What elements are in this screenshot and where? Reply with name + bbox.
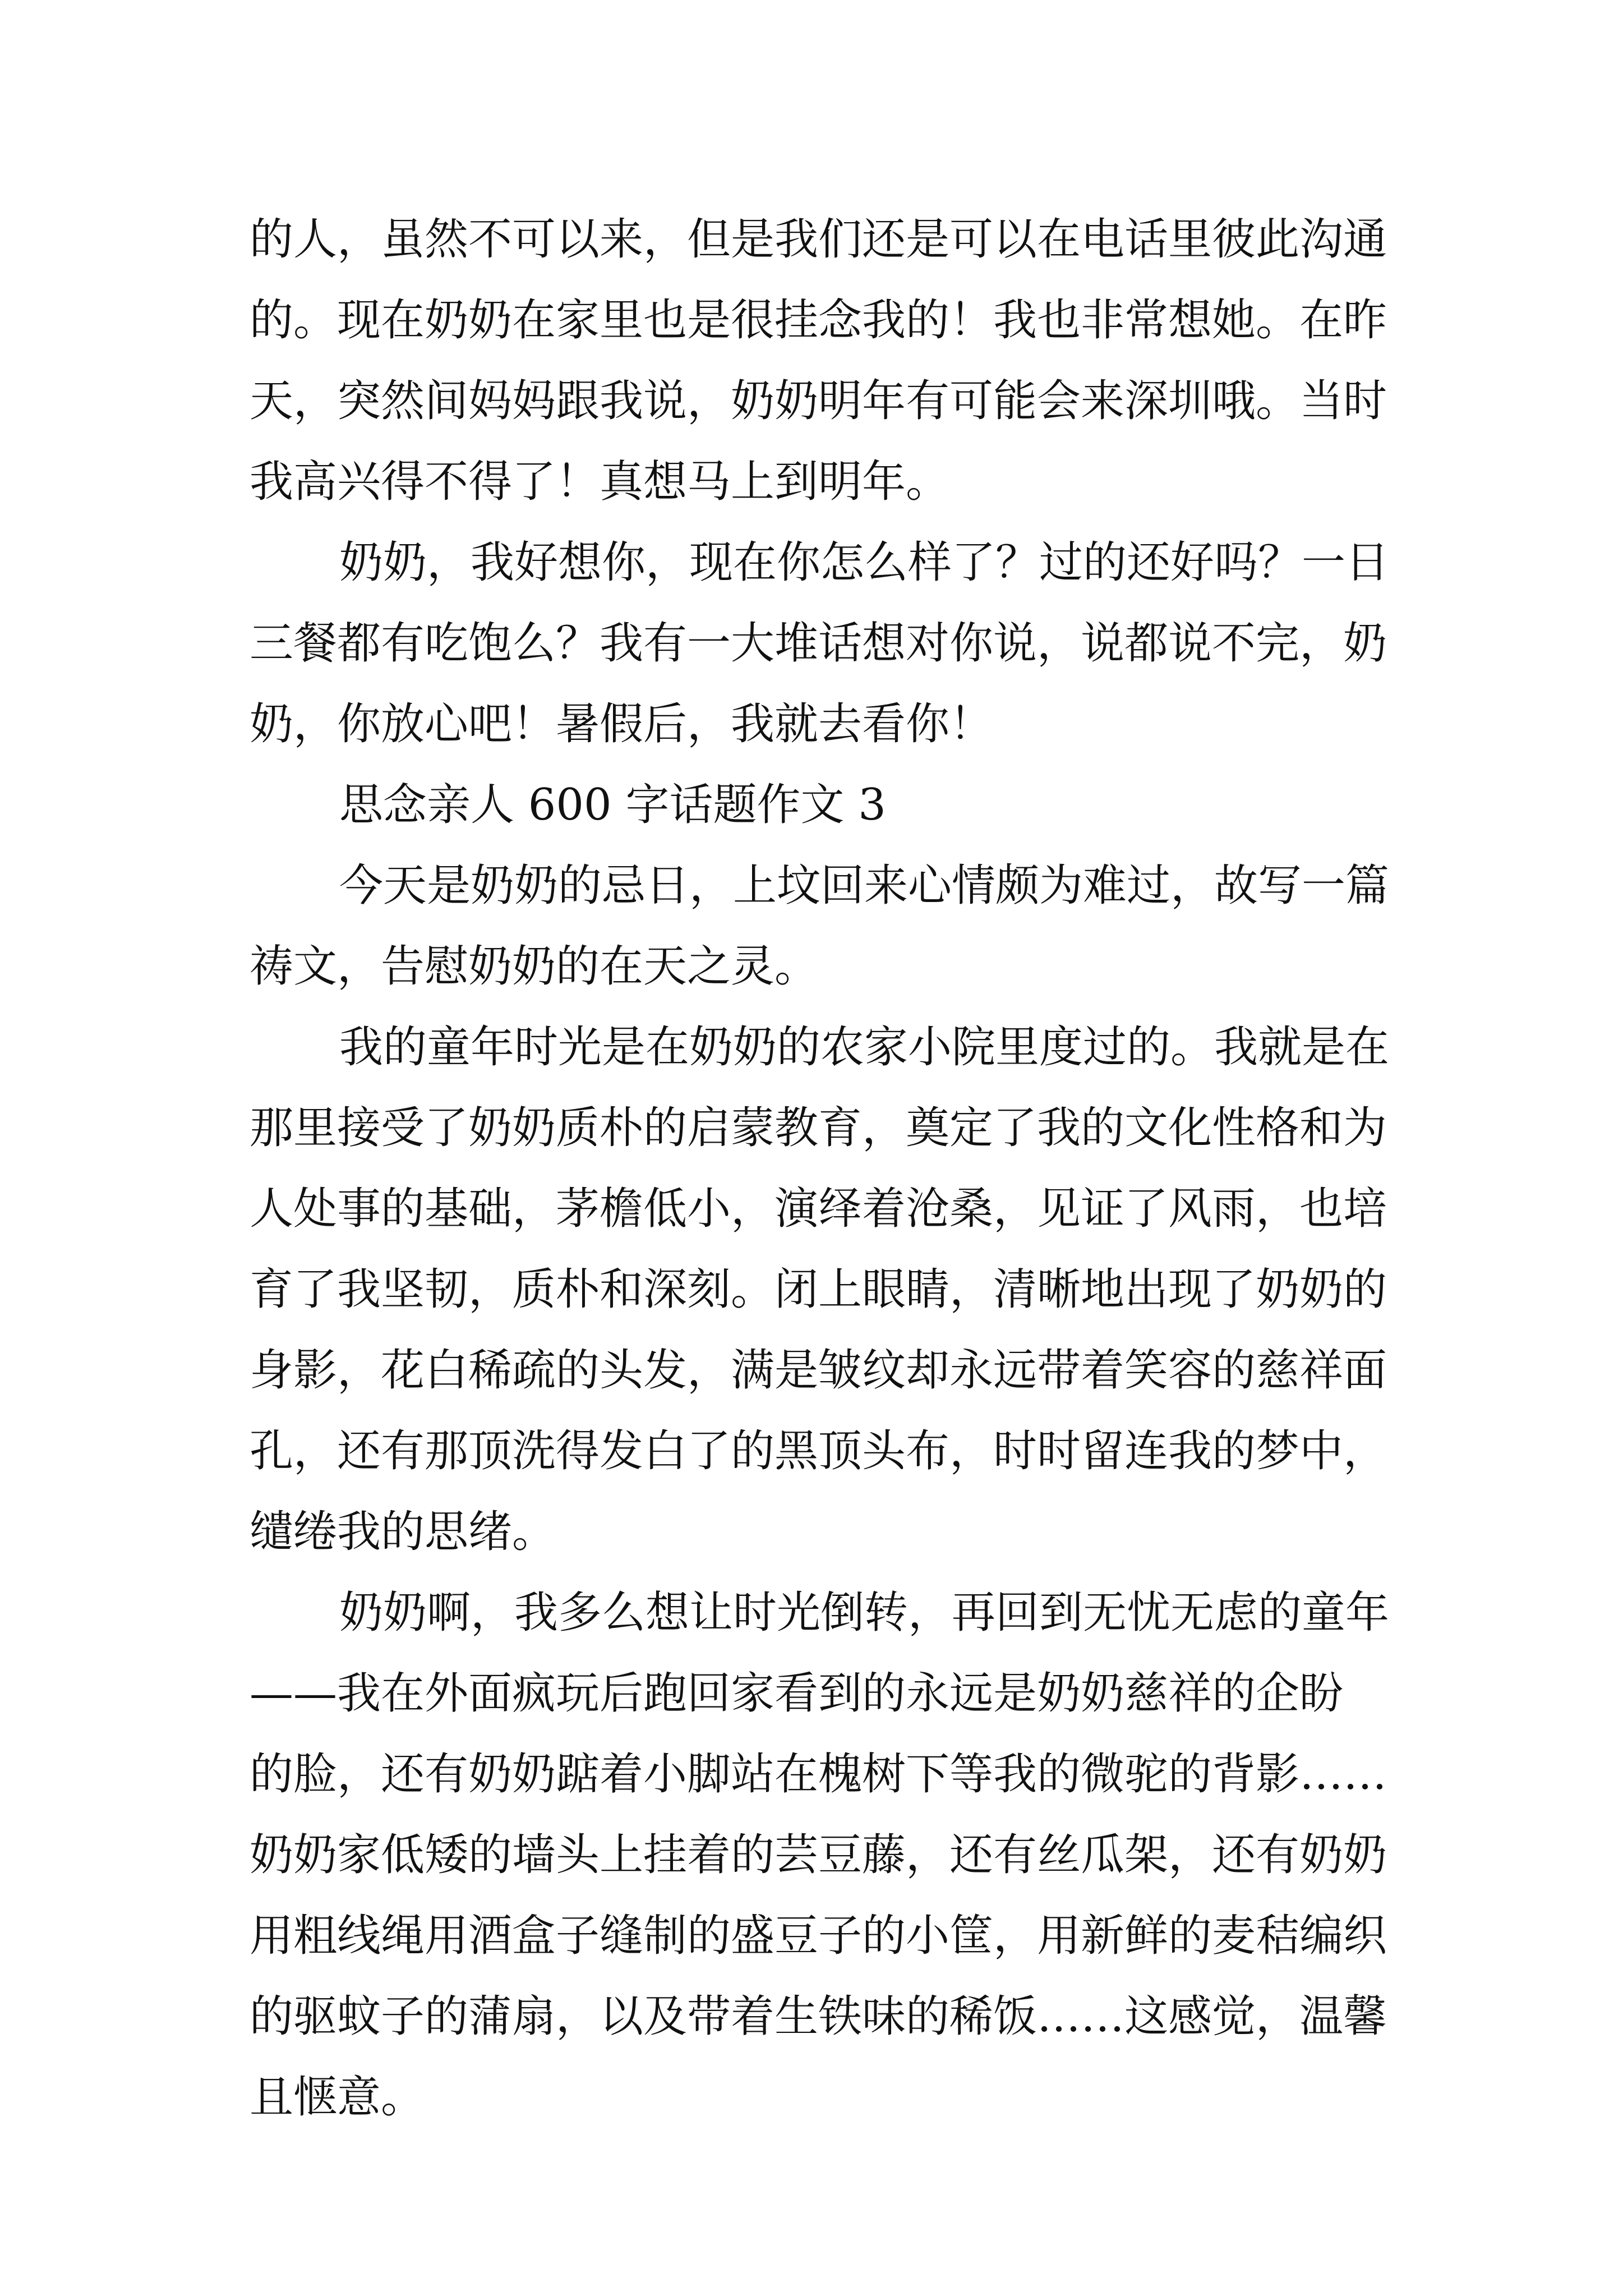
text-line: 今天是奶奶的忌日，上坟回来心情颇为难过，故写一篇 [339,861,1390,911]
text-line: 人处事的基础，茅檐低小，演绎着沧桑，见证了风雨，也培 [250,1184,1387,1234]
text-line: 且惬意。 [250,2072,425,2123]
text-line: 缱绻我的思绪。 [250,1507,556,1557]
text-line: 的驱蚊子的蒲扇，以及带着生铁味的稀饭……这感觉，温馨 [250,1991,1387,2042]
document-body [250,199,1394,2138]
text-line: 奶奶啊，我多么想让时光倒转，再回到无忧无虑的童年 [339,1588,1390,1638]
text-line: 思念亲人 600 字话题作文 3 [339,780,886,830]
text-line: 孔，还有那顶洗得发白了的黑顶头布，时时留连我的梦中， [250,1426,1387,1476]
text-line: 我高兴得不得了！真想马上到明年。 [250,457,950,507]
text-line: ——我在外面疯玩后跑回家看到的永远是奶奶慈祥的企盼 [250,1668,1344,1719]
text-line: 用粗线绳用酒盒子缝制的盛豆子的小筐，用新鲜的麦秸编织 [250,1911,1387,1961]
text-line: 的脸，还有奶奶踮着小脚站在槐树下等我的微驼的背影…… [250,1749,1387,1800]
text-line: 那里接受了奶奶质朴的启蒙教育，奠定了我的文化性格和为 [250,1103,1387,1153]
text-line: 祷文，告慰奶奶的在天之灵。 [250,941,819,992]
text-line: 三餐都有吃饱么？我有一大堆话想对你说，说都说不完，奶 [250,618,1387,669]
text-line: 天，突然间妈妈跟我说，奶奶明年有可能会来深圳哦。当时 [250,376,1387,426]
text-line: 的人，虽然不可以来，但是我们还是可以在电话里彼此沟通 [250,214,1387,265]
text-line: 奶奶家低矮的墙头上挂着的芸豆藤，还有丝瓜架，还有奶奶 [250,1830,1387,1880]
text-line: 育了我坚韧，质朴和深刻。闭上眼睛，清晰地出现了奶奶的 [250,1264,1387,1315]
text-line: 的。现在奶奶在家里也是很挂念我的！我也非常想她。在昨 [250,295,1387,346]
text-line: 我的童年时光是在奶奶的农家小院里度过的。我就是在 [339,1022,1390,1073]
text-line: 身影，花白稀疏的头发，满是皱纹却永远带着笑容的慈祥面 [250,1345,1387,1396]
text-line: 奶奶，我好想你，现在你怎么样了？过的还好吗？一日 [339,537,1390,588]
text-line: 奶，你放心吧！暑假后，我就去看你！ [250,699,994,749]
